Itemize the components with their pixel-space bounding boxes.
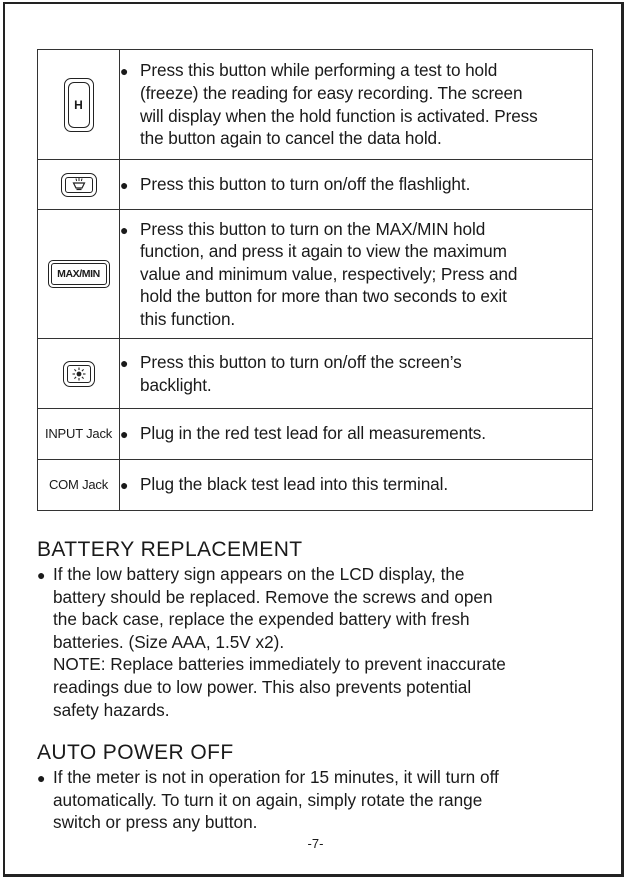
bullet: ● [120, 221, 129, 238]
paragraph-line: automatically. To turn it on again, simply rotate the range [53, 789, 483, 810]
description-line: Press this button while performing a test to hold [140, 60, 498, 81]
page-number: -7- [307, 836, 324, 851]
table-row [38, 460, 593, 511]
paragraph-line: safety hazards. [53, 699, 170, 720]
flashlight-icon [71, 178, 87, 191]
bullet: ● [37, 770, 46, 786]
icon-cell [38, 460, 120, 511]
battery-replacement-section [37, 537, 597, 721]
description-line: Press this button to turn on the MAX/MIN hold [140, 218, 486, 239]
bullet: ● [120, 426, 129, 443]
paragraph-line: battery should be replaced. Remove the screws and open [53, 586, 493, 607]
icon-cell [38, 160, 120, 210]
icon-cell [38, 210, 120, 339]
bullet: ● [120, 354, 129, 371]
hold-button-icon: H [64, 78, 94, 132]
description-line: the button again to cancel the data hold. [140, 128, 442, 149]
com-jack-label: COM Jack [48, 477, 109, 492]
description-line: Press this button to turn on/off the flashlight. [140, 173, 471, 194]
paragraph-line: readings due to low power. This also prevents potential [53, 676, 472, 697]
description-line: function, and press it again to view the maximum [140, 241, 507, 262]
description-cell [120, 210, 593, 339]
description-line: Plug the black test lead into this terminal. [140, 474, 449, 495]
icon-cell [38, 339, 120, 409]
description-cell [120, 160, 593, 210]
icon-cell [38, 50, 120, 160]
paragraph-line: NOTE: Replace batteries immediately to prevent inaccurate [53, 654, 506, 675]
paragraph-line: If the meter is not in operation for 15 minutes, it will turn off [53, 767, 499, 787]
table-row [38, 210, 593, 339]
description-line: will display when the hold function is activated. Press [140, 105, 538, 126]
paragraph-line: the back case, replace the expended battery with fresh [53, 609, 470, 630]
description-line: (freeze) the reading for easy recording. The screen [140, 82, 523, 103]
description-cell [120, 409, 593, 460]
table-row [38, 409, 593, 460]
paragraph-line: switch or press any button. [53, 812, 258, 833]
icon-cell [38, 409, 120, 460]
section-heading: BATTERY REPLACEMENT [37, 538, 303, 561]
max-min-button-icon: MAX/MIN [48, 260, 110, 288]
description-line: value and minimum value, respectively; Press and [140, 263, 518, 284]
paragraph-line: If the low battery sign appears on the LCD display, the [53, 564, 465, 584]
auto-power-off-section [37, 740, 597, 834]
table-row [38, 339, 593, 409]
description-line: Press this button to turn on/off the screen’s [140, 351, 462, 372]
table-row [38, 160, 593, 210]
bullet: ● [120, 63, 129, 80]
description-cell [120, 339, 593, 409]
input-jack-label: INPUT Jack [44, 426, 113, 441]
description-cell [120, 460, 593, 511]
paragraph-line: batteries. (Size AAA, 1.5V x2). [53, 631, 285, 652]
bullet: ● [120, 477, 129, 494]
description-line: this function. [140, 308, 236, 329]
description-line: Plug in the red test lead for all measurements. [140, 423, 486, 444]
section-heading: AUTO POWER OFF [37, 741, 234, 764]
sun-icon [72, 367, 86, 381]
bullet: ● [120, 176, 129, 193]
description-line: backlight. [140, 374, 212, 395]
controls-table [37, 49, 593, 511]
bullet: ● [37, 567, 46, 583]
description-line: hold the button for more than two seconds to exit [140, 286, 507, 307]
backlight-button-icon [63, 361, 95, 387]
flashlight-button-icon [61, 173, 97, 197]
table-row [38, 50, 593, 160]
description-cell [120, 50, 593, 160]
